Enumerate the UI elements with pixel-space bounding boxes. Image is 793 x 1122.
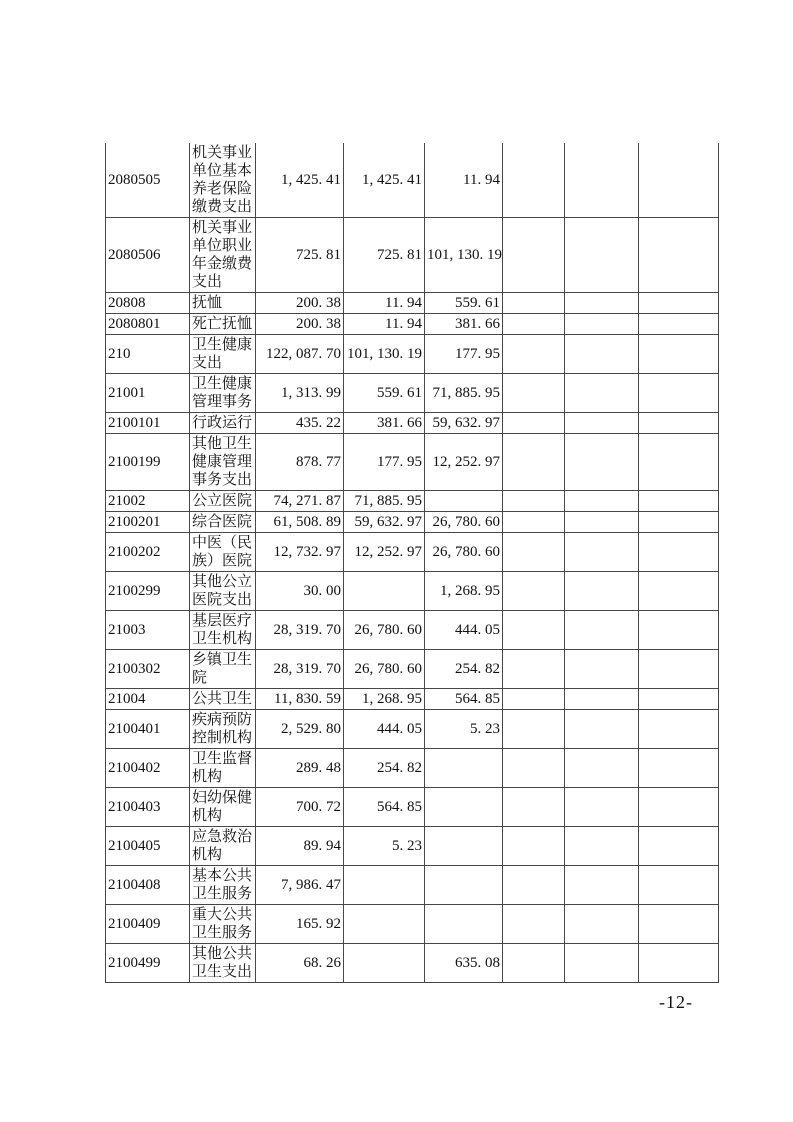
code-cell: 2080505	[106, 143, 190, 218]
amount-cell: 74, 271. 87	[256, 491, 344, 512]
amount-cell	[503, 218, 565, 293]
name-cell: 基层医疗卫生机构	[190, 611, 256, 650]
amount-cell	[565, 335, 639, 374]
amount-cell	[503, 413, 565, 434]
amount-cell: 254. 82	[344, 749, 425, 788]
amount-cell	[503, 533, 565, 572]
amount-cell: 559. 61	[344, 374, 425, 413]
amount-cell: 700. 72	[256, 788, 344, 827]
amount-cell	[344, 866, 425, 905]
amount-cell: 61, 508. 89	[256, 512, 344, 533]
table-row	[106, 650, 719, 689]
amount-cell: 26, 780. 60	[344, 650, 425, 689]
amount-cell: 1, 268. 95	[425, 572, 503, 611]
amount-cell	[639, 710, 719, 749]
amount-cell: 5. 23	[425, 710, 503, 749]
amount-cell	[565, 143, 639, 218]
code-cell: 2100405	[106, 827, 190, 866]
name-cell: 公立医院	[190, 491, 256, 512]
amount-cell	[639, 944, 719, 983]
code-cell: 2100401	[106, 710, 190, 749]
amount-cell	[503, 374, 565, 413]
amount-cell: 101, 130. 19	[344, 335, 425, 374]
code-cell: 2100403	[106, 788, 190, 827]
amount-cell	[425, 866, 503, 905]
table-row	[106, 533, 719, 572]
amount-cell	[639, 689, 719, 710]
amount-cell	[503, 512, 565, 533]
table-row	[106, 827, 719, 866]
code-cell: 2100202	[106, 533, 190, 572]
name-cell: 乡镇卫生院	[190, 650, 256, 689]
amount-cell	[639, 314, 719, 335]
code-cell: 20808	[106, 293, 190, 314]
amount-cell: 101, 130. 19	[425, 218, 503, 293]
name-cell: 其他公共卫生支出	[190, 944, 256, 983]
amount-cell	[565, 374, 639, 413]
amount-cell	[503, 788, 565, 827]
amount-cell	[565, 533, 639, 572]
amount-cell	[565, 491, 639, 512]
amount-cell: 200. 38	[256, 314, 344, 335]
amount-cell	[565, 905, 639, 944]
amount-cell: 26, 780. 60	[425, 512, 503, 533]
amount-cell	[503, 650, 565, 689]
amount-cell	[344, 572, 425, 611]
name-cell: 基本公共卫生服务	[190, 866, 256, 905]
amount-cell	[639, 788, 719, 827]
amount-cell	[503, 314, 565, 335]
code-cell: 2100302	[106, 650, 190, 689]
amount-cell	[639, 512, 719, 533]
code-cell: 2100408	[106, 866, 190, 905]
amount-cell: 1, 425. 41	[256, 143, 344, 218]
amount-cell	[639, 749, 719, 788]
amount-cell: 564. 85	[425, 689, 503, 710]
name-cell: 综合医院	[190, 512, 256, 533]
code-cell: 21004	[106, 689, 190, 710]
amount-cell	[639, 650, 719, 689]
amount-cell: 177. 95	[425, 335, 503, 374]
amount-cell: 26, 780. 60	[344, 611, 425, 650]
name-cell: 死亡抚恤	[190, 314, 256, 335]
amount-cell: 28, 319. 70	[256, 650, 344, 689]
amount-cell	[503, 434, 565, 491]
code-cell: 2100409	[106, 905, 190, 944]
amount-cell: 30. 00	[256, 572, 344, 611]
code-cell: 21001	[106, 374, 190, 413]
amount-cell: 28, 319. 70	[256, 611, 344, 650]
amount-cell: 5. 23	[344, 827, 425, 866]
amount-cell	[565, 611, 639, 650]
table-row	[106, 788, 719, 827]
code-cell: 2100402	[106, 749, 190, 788]
name-cell: 妇幼保健机构	[190, 788, 256, 827]
amount-cell	[565, 572, 639, 611]
amount-cell	[425, 749, 503, 788]
amount-cell	[639, 413, 719, 434]
amount-cell	[425, 491, 503, 512]
amount-cell: 11, 830. 59	[256, 689, 344, 710]
amount-cell	[639, 335, 719, 374]
amount-cell	[503, 293, 565, 314]
amount-cell: 165. 92	[256, 905, 344, 944]
amount-cell: 725. 81	[256, 218, 344, 293]
amount-cell	[503, 143, 565, 218]
table-row	[106, 434, 719, 491]
name-cell: 其他公立医院支出	[190, 572, 256, 611]
budget-table	[105, 143, 719, 983]
amount-cell: 725. 81	[344, 218, 425, 293]
amount-cell	[344, 905, 425, 944]
name-cell: 其他卫生健康管理事务支出	[190, 434, 256, 491]
amount-cell: 11. 94	[425, 143, 503, 218]
amount-cell	[503, 944, 565, 983]
table-row	[106, 944, 719, 983]
code-cell: 21002	[106, 491, 190, 512]
amount-cell: 444. 05	[425, 611, 503, 650]
amount-cell	[639, 572, 719, 611]
amount-cell	[565, 944, 639, 983]
amount-cell	[639, 491, 719, 512]
table-row	[106, 314, 719, 335]
name-cell: 卫生健康支出	[190, 335, 256, 374]
table-row	[106, 611, 719, 650]
amount-cell	[503, 611, 565, 650]
amount-cell: 1, 268. 95	[344, 689, 425, 710]
table-row	[106, 710, 719, 749]
amount-cell: 878. 77	[256, 434, 344, 491]
amount-cell	[639, 533, 719, 572]
amount-cell	[639, 434, 719, 491]
amount-cell	[425, 788, 503, 827]
table-row	[106, 218, 719, 293]
code-cell: 21003	[106, 611, 190, 650]
name-cell: 抚恤	[190, 293, 256, 314]
amount-cell: 1, 313. 99	[256, 374, 344, 413]
amount-cell	[503, 827, 565, 866]
name-cell: 机关事业单位基本养老保险缴费支出	[190, 143, 256, 218]
amount-cell: 7, 986. 47	[256, 866, 344, 905]
amount-cell: 381. 66	[425, 314, 503, 335]
amount-cell	[503, 335, 565, 374]
amount-cell: 381. 66	[344, 413, 425, 434]
amount-cell	[639, 218, 719, 293]
amount-cell	[425, 905, 503, 944]
code-cell: 2100201	[106, 512, 190, 533]
amount-cell: 200. 38	[256, 293, 344, 314]
amount-cell	[503, 710, 565, 749]
amount-cell	[565, 749, 639, 788]
amount-cell: 635. 08	[425, 944, 503, 983]
amount-cell: 559. 61	[425, 293, 503, 314]
name-cell: 应急救治机构	[190, 827, 256, 866]
amount-cell	[565, 512, 639, 533]
code-cell: 2100499	[106, 944, 190, 983]
amount-cell: 26, 780. 60	[425, 533, 503, 572]
code-cell: 2100199	[106, 434, 190, 491]
amount-cell: 444. 05	[344, 710, 425, 749]
amount-cell: 59, 632. 97	[344, 512, 425, 533]
amount-cell: 71, 885. 95	[344, 491, 425, 512]
amount-cell	[565, 650, 639, 689]
budget-table-body	[106, 143, 719, 983]
amount-cell	[565, 293, 639, 314]
amount-cell: 289. 48	[256, 749, 344, 788]
amount-cell	[565, 710, 639, 749]
amount-cell: 59, 632. 97	[425, 413, 503, 434]
amount-cell	[639, 374, 719, 413]
amount-cell	[565, 218, 639, 293]
name-cell: 疾病预防控制机构	[190, 710, 256, 749]
amount-cell	[639, 293, 719, 314]
amount-cell: 71, 885. 95	[425, 374, 503, 413]
table-row	[106, 905, 719, 944]
code-cell: 2100101	[106, 413, 190, 434]
code-cell: 2100299	[106, 572, 190, 611]
table-row	[106, 572, 719, 611]
amount-cell: 564. 85	[344, 788, 425, 827]
amount-cell	[565, 314, 639, 335]
amount-cell: 122, 087. 70	[256, 335, 344, 374]
amount-cell	[639, 827, 719, 866]
amount-cell	[503, 689, 565, 710]
amount-cell: 89. 94	[256, 827, 344, 866]
table-row	[106, 374, 719, 413]
amount-cell	[565, 827, 639, 866]
amount-cell	[639, 611, 719, 650]
amount-cell: 2, 529. 80	[256, 710, 344, 749]
amount-cell: 254. 82	[425, 650, 503, 689]
amount-cell	[503, 572, 565, 611]
amount-cell	[503, 905, 565, 944]
amount-cell	[503, 749, 565, 788]
name-cell: 公共卫生	[190, 689, 256, 710]
table-row	[106, 689, 719, 710]
name-cell: 卫生监督机构	[190, 749, 256, 788]
amount-cell	[639, 905, 719, 944]
code-cell: 2080506	[106, 218, 190, 293]
name-cell: 中医（民族）医院	[190, 533, 256, 572]
amount-cell	[565, 434, 639, 491]
amount-cell: 12, 252. 97	[425, 434, 503, 491]
code-cell: 2080801	[106, 314, 190, 335]
amount-cell	[344, 944, 425, 983]
name-cell: 卫生健康管理事务	[190, 374, 256, 413]
table-row	[106, 866, 719, 905]
table-row	[106, 413, 719, 434]
amount-cell: 435. 22	[256, 413, 344, 434]
amount-cell: 11. 94	[344, 293, 425, 314]
amount-cell: 11. 94	[344, 314, 425, 335]
amount-cell	[565, 689, 639, 710]
amount-cell	[565, 788, 639, 827]
table-row	[106, 335, 719, 374]
amount-cell: 177. 95	[344, 434, 425, 491]
amount-cell	[503, 866, 565, 905]
table-row	[106, 749, 719, 788]
name-cell: 机关事业单位职业年金缴费支出	[190, 218, 256, 293]
amount-cell	[639, 866, 719, 905]
amount-cell: 12, 732. 97	[256, 533, 344, 572]
table-row	[106, 293, 719, 314]
name-cell: 行政运行	[190, 413, 256, 434]
amount-cell: 12, 252. 97	[344, 533, 425, 572]
table-row	[106, 512, 719, 533]
amount-cell	[425, 827, 503, 866]
table-row	[106, 143, 719, 218]
page-number: -12-	[659, 992, 693, 1012]
code-cell: 210	[106, 335, 190, 374]
amount-cell	[565, 413, 639, 434]
amount-cell	[565, 866, 639, 905]
amount-cell: 1, 425. 41	[344, 143, 425, 218]
amount-cell: 68. 26	[256, 944, 344, 983]
name-cell: 重大公共卫生服务	[190, 905, 256, 944]
amount-cell	[639, 143, 719, 218]
table-row	[106, 491, 719, 512]
amount-cell	[503, 491, 565, 512]
